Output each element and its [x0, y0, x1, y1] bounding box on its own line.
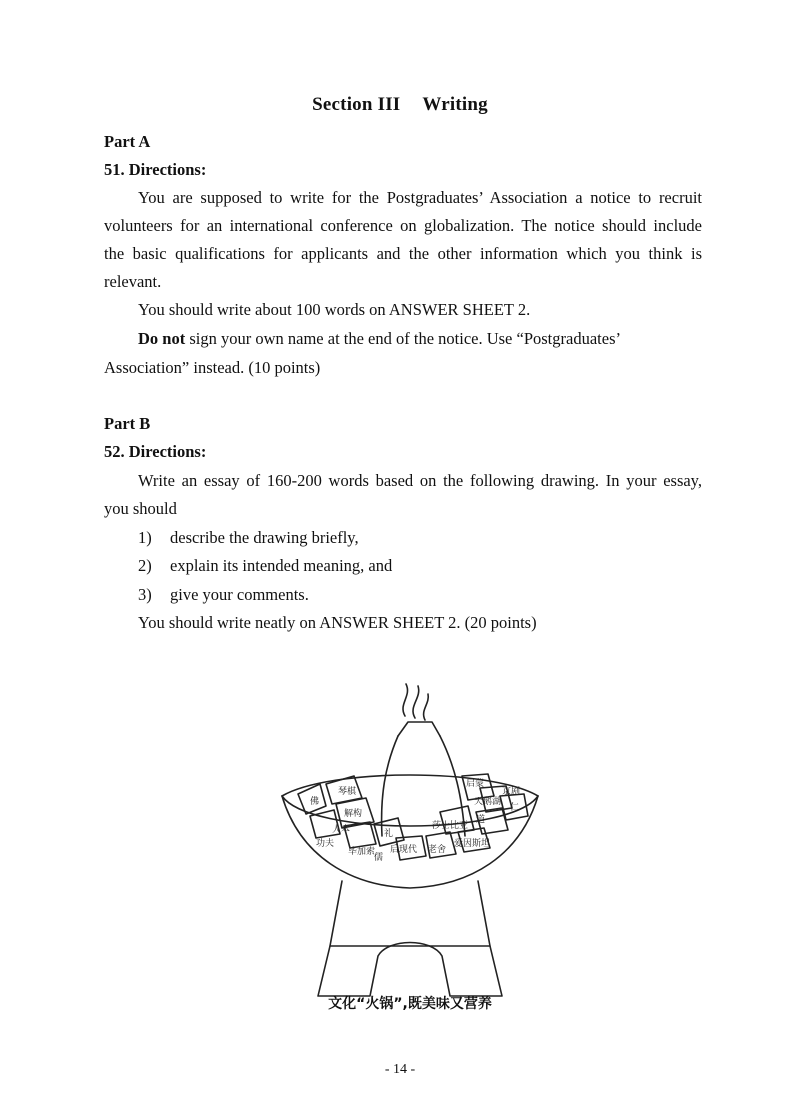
food-label: 解构 — [344, 809, 363, 819]
part-a-paragraph-line: volunteers for an international conference on globalization. The notice should include — [104, 216, 702, 235]
part-a-paragraph-line: You are supposed to write for the Postgraduates’ Association a notice to recruit — [138, 188, 702, 207]
list-item: explain its intended meaning, and — [170, 556, 393, 575]
food-label: 启蒙 — [466, 779, 485, 789]
list-item-number: 3) — [138, 585, 152, 604]
section-title — [0, 94, 800, 116]
part-a-paragraph-line: the basic qualifications for applicants and the other information which you think is — [104, 244, 702, 263]
food-label: 莎士比亚 — [432, 821, 469, 831]
food-label: 功夫 — [316, 839, 335, 849]
part-b-heading: Part B — [104, 414, 151, 433]
part-b-intro-line: you should — [104, 499, 177, 518]
steam-line — [424, 694, 429, 720]
list-item: give your comments. — [170, 585, 309, 604]
question-52-heading: 52. Directions: — [104, 442, 207, 461]
list-item-number: 1) — [138, 528, 152, 547]
part-a-signature-note-cont: Association” instead. (10 points) — [104, 358, 321, 377]
part-a-word-count: You should write about 100 words on ANSWER SHEET 2. — [138, 300, 531, 319]
food-label: 人本 — [332, 825, 351, 835]
steam-line — [403, 684, 408, 716]
part-a-signature-note — [138, 329, 702, 349]
drawing-caption: 文化“火锅”,既美味又营养 — [328, 996, 492, 1012]
do-not-emphasis: Do not — [138, 329, 186, 348]
food-label: 儒 — [374, 853, 384, 863]
part-a-heading: Part A — [104, 132, 151, 151]
food-label: 京剧 — [502, 787, 521, 797]
food-label: 老舍 — [428, 845, 447, 855]
list-item: describe the drawing briefly, — [170, 528, 359, 547]
section-title-number: Section III — [312, 94, 401, 115]
chimney-top — [398, 722, 440, 736]
food-label: 爱因斯坦 — [454, 839, 491, 849]
food-label: 天鹅湖 — [474, 797, 502, 807]
stand — [318, 881, 502, 996]
question-51-heading: 51. Directions: — [104, 160, 207, 179]
list-item-number: 2) — [138, 556, 152, 575]
steam-line — [413, 686, 419, 718]
food-label: 仁 — [510, 803, 520, 813]
page-number: - 14 - — [384, 1062, 416, 1077]
food-label: 琴棋 — [338, 787, 357, 797]
food-label: 毕加索 — [348, 847, 376, 857]
section-title-name: Writing — [422, 94, 488, 115]
signature-note-text: sign your own name at the end of the notice. Use “Postgraduates’ — [185, 329, 621, 348]
food-label: 礼 — [384, 829, 394, 839]
part-a-paragraph-line: relevant. — [104, 272, 162, 291]
food-label: 道 — [476, 815, 486, 825]
food-label: 佛 — [310, 797, 320, 807]
food-label: 后现代 — [390, 845, 418, 855]
hotpot-drawing — [270, 676, 550, 1021]
part-b-intro-line: Write an essay of 160-200 words based on the following drawing. In your essay, — [138, 471, 702, 490]
part-b-closing: You should write neatly on ANSWER SHEET 2. (20 points) — [138, 613, 537, 632]
